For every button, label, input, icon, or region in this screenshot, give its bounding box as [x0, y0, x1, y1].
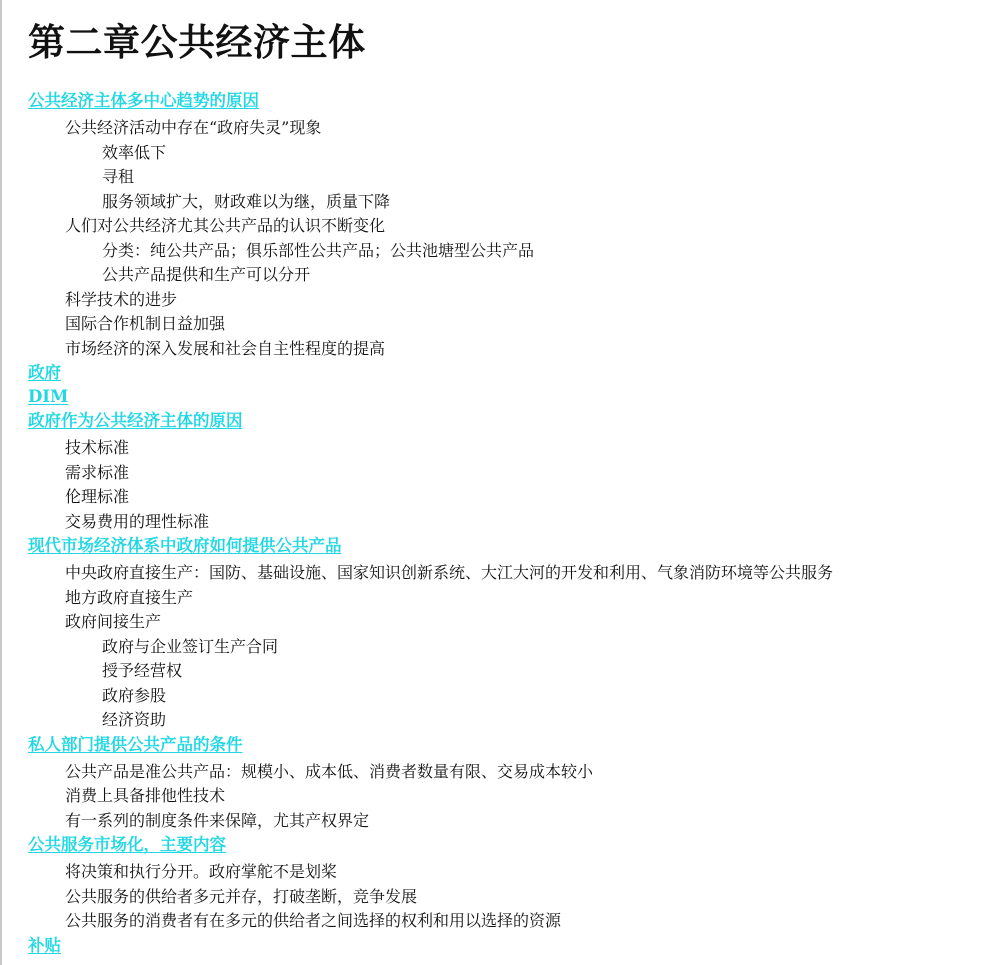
- list-item: 公共服务的消费者有在多元的供给者之间选择的权利和用以选择的资源: [65, 911, 562, 930]
- list-item: 公共产品是准公共产品：规模小、成本低、消费者数量有限、交易成本较小: [65, 761, 594, 781]
- section-heading-private-sector-conditions[interactable]: 私人部门提供公共产品的条件: [28, 734, 243, 754]
- list-item: 交易费用的理性标准: [65, 511, 210, 531]
- list-item: 将决策和执行分开。政府掌舵不是划桨: [65, 862, 338, 881]
- section-heading-multicenter-reasons[interactable]: 公共经济主体多中心趋势的原因: [28, 91, 259, 110]
- section-heading-government-reasons[interactable]: 政府作为公共经济主体的原因: [28, 411, 243, 430]
- list-item: 授予经营权: [102, 661, 183, 680]
- list-item: 人们对公共经济尤其公共产品的认识不断变化: [65, 216, 386, 235]
- list-item: 地方政府直接生产: [65, 587, 194, 607]
- list-item: 中央政府直接生产：国防、基础设施、国家知识创新系统、大江大河的开发和利用、气象消防环境等公共服务: [65, 563, 834, 582]
- list-item: 技术标准: [65, 438, 130, 457]
- list-item: 服务领域扩大，财政难以为继，质量下降: [102, 191, 391, 211]
- list-item: 政府与企业签订生产合同: [102, 636, 279, 656]
- section-heading-dim[interactable]: DIM: [28, 387, 69, 406]
- section-heading-subsidy[interactable]: 补贴: [28, 935, 61, 955]
- list-item: 有一系列的制度条件来保障，尤其产权界定: [65, 810, 370, 830]
- list-item: 公共服务的供给者多元并存，打破垄断，竞争发展: [65, 886, 418, 906]
- list-item: 政府间接生产: [65, 612, 162, 631]
- list-item: 效率低下: [102, 142, 167, 162]
- list-item: 需求标准: [65, 462, 130, 482]
- document-body: [28, 89, 898, 958]
- list-item: 公共经济活动中存在“政府失灵”现象: [65, 118, 322, 137]
- list-item: 公共产品提供和生产可以分开: [102, 265, 311, 284]
- page-title: 第二章公共经济主体: [28, 20, 366, 64]
- section-heading-marketization[interactable]: 公共服务市场化，主要内容: [28, 835, 226, 854]
- list-item: 伦理标准: [65, 487, 130, 506]
- list-item: 分类：纯公共产品；俱乐部性公共产品；公共池塘型公共产品: [102, 240, 535, 260]
- list-item: 市场经济的深入发展和社会自主性程度的提高: [65, 338, 386, 358]
- list-item: 消费上具备排他性技术: [65, 786, 226, 805]
- section-heading-government[interactable]: 政府: [28, 363, 61, 382]
- list-item: 经济资助: [102, 710, 167, 729]
- section-heading-public-goods-provision[interactable]: 现代市场经济体系中政府如何提供公共产品: [28, 536, 342, 555]
- list-item: 政府参股: [102, 685, 167, 705]
- list-item: 科学技术的进步: [65, 289, 178, 309]
- list-item: 寻租: [102, 167, 135, 186]
- list-item: 国际合作机制日益加强: [65, 314, 226, 333]
